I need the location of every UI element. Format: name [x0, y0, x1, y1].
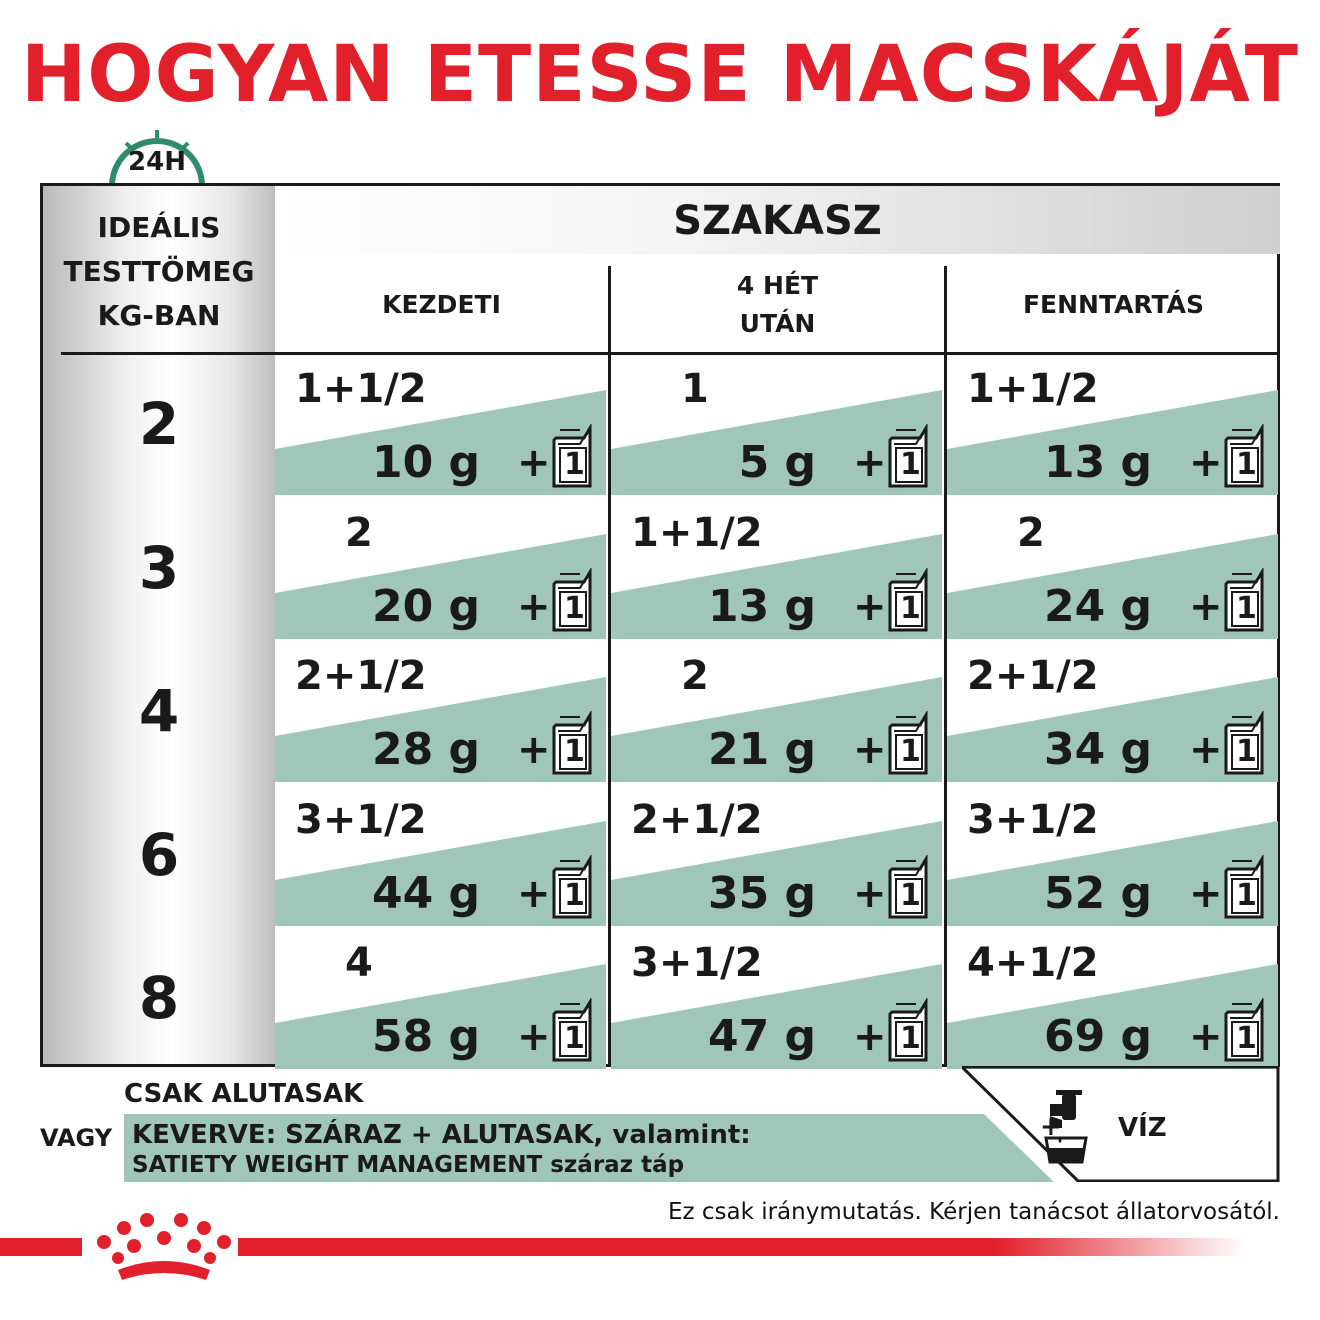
stage-label: FENNTARTÁS	[1022, 290, 1205, 319]
stage-maintenance-header	[947, 256, 1280, 354]
crown-logo	[90, 1212, 238, 1286]
water-plus: +	[1040, 1112, 1062, 1142]
page-title: HOGYAN ETESSE MACSKÁJÁT	[21, 30, 1299, 120]
legend-mix-line2: SATIETY WEIGHT MANAGEMENT száraz táp	[132, 1152, 685, 1178]
dry-grams: 24 g	[1043, 580, 1152, 632]
pouch-count-icon-label: 1	[1236, 590, 1257, 626]
row-weight-kg: 8	[138, 964, 180, 1032]
weight-header	[43, 206, 275, 338]
plus-sign: +	[853, 727, 887, 773]
plus-sign: +	[517, 727, 551, 773]
feeding-cell	[611, 785, 942, 926]
water-label: VÍZ	[1118, 1113, 1167, 1143]
feeding-cell	[611, 498, 942, 639]
dry-grams: 28 g	[371, 724, 480, 775]
feeding-cell	[947, 354, 1278, 495]
pouch-count: 3+1/2	[967, 796, 1099, 843]
pouch-count: 2	[345, 509, 373, 556]
stage-4-weeks-header	[611, 256, 944, 354]
pouch-count: 3+1/2	[631, 940, 763, 986]
disclaimer: Ez csak iránymutatás. Kérjen tanácsot állatorvosától.	[667, 1199, 1280, 1225]
dry-grams: 10 g	[371, 437, 480, 488]
pouch-count-icon-label: 1	[900, 1021, 921, 1056]
pouch-count-icon-label: 1	[564, 1021, 585, 1056]
pouch-count: 4+1/2	[967, 940, 1099, 986]
plus-sign: +	[1189, 1014, 1223, 1060]
pouch-count-icon-label: 1	[900, 447, 921, 482]
pouch-count-icon-label: 1	[1236, 734, 1257, 769]
feeding-cell	[947, 928, 1278, 1069]
stage-label: 4 HÉT	[736, 271, 819, 300]
dry-grams: 52 g	[1043, 867, 1152, 919]
weight-header-line: TESTTÖMEG	[63, 255, 255, 288]
feeding-cell	[275, 641, 606, 782]
pouch-count: 1+1/2	[967, 366, 1099, 412]
dry-grams: 34 g	[1043, 724, 1152, 775]
pouch-count: 2	[681, 653, 709, 699]
weight-header-line: KG-BAN	[97, 299, 221, 332]
feeding-table	[40, 183, 1280, 1067]
plus-sign: +	[1189, 870, 1223, 917]
pouch-count-icon-label: 1	[564, 447, 585, 482]
stage-label: KEZDETI	[382, 290, 501, 319]
pouch-count-icon-label: 1	[564, 877, 585, 913]
dry-grams: 69 g	[1043, 1011, 1152, 1062]
feeding-cell	[947, 498, 1278, 639]
plus-sign: +	[517, 870, 551, 917]
dry-grams: 35 g	[707, 867, 816, 919]
pouch-count: 3+1/2	[295, 796, 427, 843]
feeding-cell	[275, 354, 606, 495]
plus-sign: +	[1189, 440, 1223, 486]
stage-header: SZAKASZ	[673, 198, 882, 244]
row-weight-kg: 3	[138, 533, 180, 602]
plus-sign: +	[517, 440, 551, 486]
plus-sign: +	[517, 583, 551, 630]
pouch-count-icon-label: 1	[900, 734, 921, 769]
plus-sign: +	[1189, 583, 1223, 630]
row-weight-kg: 2	[138, 390, 180, 458]
plus-sign: +	[853, 440, 887, 486]
plus-sign: +	[853, 870, 887, 917]
dry-grams: 44 g	[371, 867, 480, 919]
stage-label: UTÁN	[739, 309, 816, 338]
dry-grams: 58 g	[371, 1011, 480, 1062]
feeding-cell	[947, 785, 1278, 926]
pouch-count: 2+1/2	[631, 796, 763, 843]
weight-header-line: IDEÁLIS	[97, 211, 221, 244]
dry-grams: 5 g	[738, 437, 816, 488]
legend-mix-line1: KEVERVE: SZÁRAZ + ALUTASAK, valamint:	[132, 1120, 751, 1150]
row-weight-kg: 4	[138, 677, 180, 745]
legend-only-pouch: CSAK ALUTASAK	[124, 1079, 364, 1109]
pouch-count-icon-label: 1	[564, 590, 585, 626]
pouch-count: 1+1/2	[631, 509, 763, 556]
plus-sign: +	[1189, 727, 1223, 773]
dry-grams: 21 g	[707, 724, 816, 775]
pouch-count: 4	[345, 940, 373, 986]
pouch-count-icon-label: 1	[1236, 1021, 1257, 1056]
legend-or: VAGY	[40, 1124, 113, 1152]
pouch-count: 2	[1017, 509, 1045, 556]
dry-grams: 13 g	[707, 580, 816, 632]
feeding-cell	[275, 498, 606, 639]
feeding-cell	[611, 928, 942, 1069]
stage-initial-header	[275, 256, 608, 354]
plus-sign: +	[853, 1014, 887, 1060]
clock-label: 24H	[128, 147, 186, 177]
dry-grams: 47 g	[707, 1011, 816, 1062]
feeding-cell	[611, 354, 942, 495]
plus-sign: +	[517, 1014, 551, 1060]
feeding-cell	[275, 928, 606, 1069]
pouch-count: 2+1/2	[967, 653, 1099, 699]
feeding-cell	[947, 641, 1278, 782]
feeding-cell	[275, 785, 606, 926]
row-weight-kg: 6	[138, 820, 180, 889]
dry-grams: 20 g	[371, 580, 480, 632]
pouch-count-icon-label: 1	[1236, 447, 1257, 482]
pouch-count: 1+1/2	[295, 366, 427, 412]
dry-grams: 13 g	[1043, 437, 1152, 488]
pouch-count-icon-label: 1	[1236, 877, 1257, 913]
pouch-count: 1	[681, 366, 709, 412]
pouch-count: 2+1/2	[295, 653, 427, 699]
pouch-count-icon-label: 1	[900, 590, 921, 626]
feeding-cell	[611, 641, 942, 782]
pouch-count-icon-label: 1	[564, 734, 585, 769]
plus-sign: +	[853, 583, 887, 630]
pouch-count-icon-label: 1	[900, 877, 921, 913]
